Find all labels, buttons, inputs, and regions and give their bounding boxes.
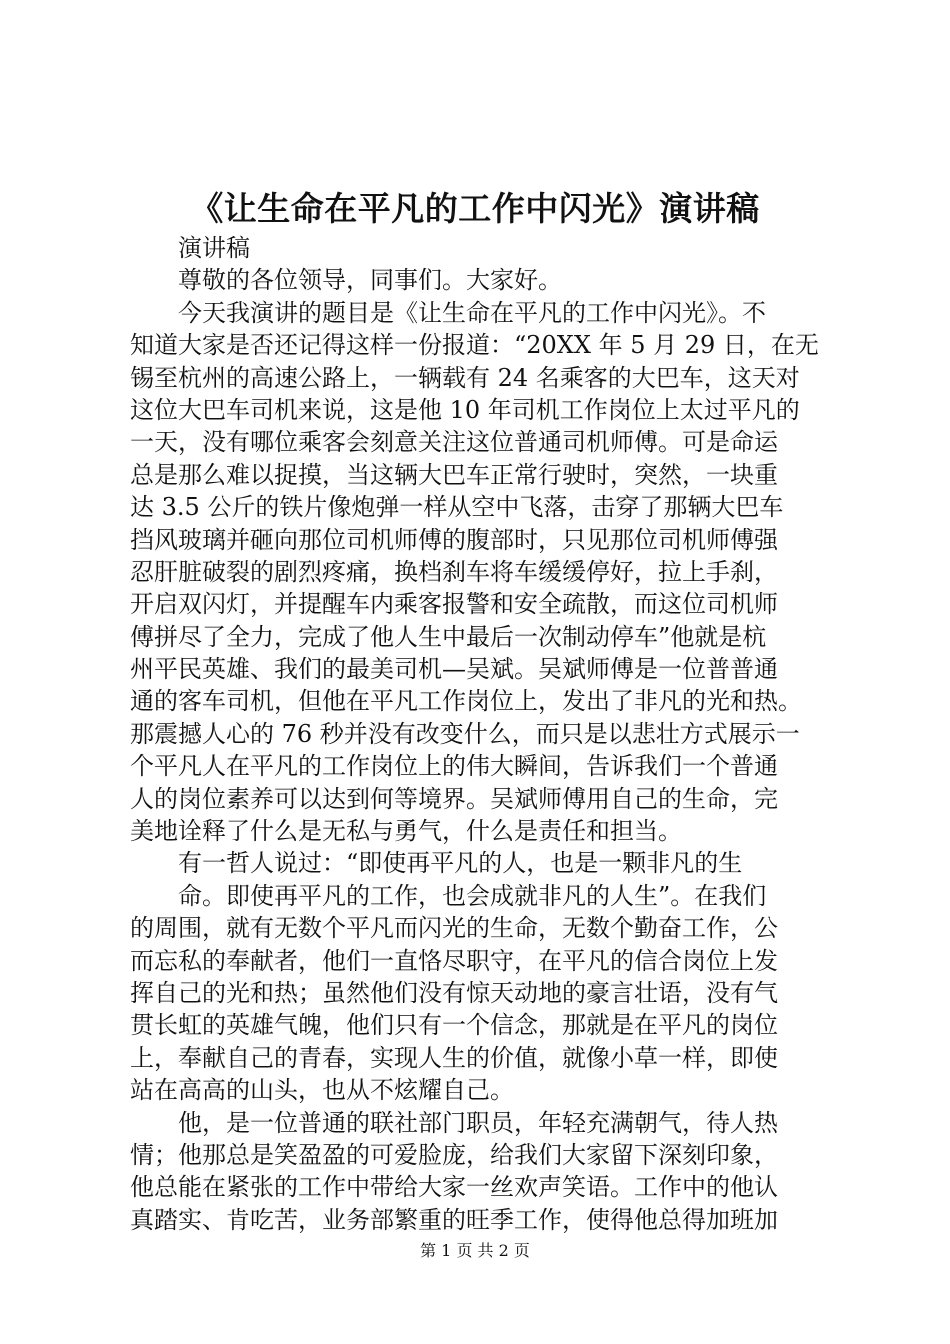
text-line: 上，奉献自己的青春，实现人生的价值，就像小草一样，即使 [130,1043,778,1072]
text-line: 达 3.5 公斤的铁片像炮弹一样从空中飞落，击穿了那辆大巴车 [130,493,784,522]
text-line: 而忘私的奉献者，他们一直恪尽职守，在平凡的信合岗位上发 [130,946,778,975]
text-line: 的周围，就有无数个平凡而闪光的生命，无数个勤奋工作，公 [130,914,778,943]
text-line: 通的客车司机，但他在平凡工作岗位上，发出了非凡的光和热。 [130,687,802,716]
document-body [130,232,830,1236]
text-line: 站在高高的山头，也从不炫耀自己。 [130,1076,514,1105]
text-line: 今天我演讲的题目是《让生命在平凡的工作中闪光》。不 [178,298,766,327]
text-line: 尊敬的各位领导，同事们。大家好。 [178,266,562,295]
text-line: 那震撼人心的 76 秒并没有改变什么，而只是以悲壮方式展示一 [130,719,800,748]
text-line: 总是那么难以捉摸，当这辆大巴车正常行驶时，突然，一块重 [130,460,778,489]
text-line: 这位大巴车司机来说，这是他 10 年司机工作岗位上太过平凡的 [130,395,800,424]
page-number-footer: 第 1 页 共 2 页 [420,1241,530,1260]
text-line: 他，是一位普通的联社部门职员，年轻充满朝气，待人热 [178,1108,778,1137]
text-line: 真踏实、肯吃苦，业务部繁重的旺季工作，使得他总得加班加 [130,1205,778,1234]
document-title: 《让生命在平凡的工作中闪光》演讲稿 [190,189,760,228]
text-line: 美地诠释了什么是无私与勇气，什么是责任和担当。 [130,817,682,846]
text-line: 演讲稿 [178,234,250,262]
text-line: 挡风玻璃并砸向那位司机师傅的腹部时，只见那位司机师傅强 [130,525,778,554]
text-line: 命。即使再平凡的工作，也会成就非凡的人生”。在我们 [178,881,767,910]
text-line: 个平凡人在平凡的工作岗位上的伟大瞬间，告诉我们一个普通 [130,752,778,781]
text-line: 州平民英雄、我们的最美司机—吴斌。吴斌师傅是一位普普通 [130,655,778,684]
text-line: 傅拼尽了全力，完成了他人生中最后一次制动停车”他就是杭 [130,622,767,651]
text-line: 有一哲人说过：“即使再平凡的人，也是一颗非凡的生 [178,849,743,878]
text-line: 锡至杭州的高速公路上，一辆载有 24 名乘客的大巴车，这天对 [130,363,800,392]
text-line: 知道大家是否还记得这样一份报道：“20XX 年 5 月 29 日，在无 [130,331,819,360]
text-line: 人的岗位素养可以达到何等境界。吴斌师傅用自己的生命，完 [130,784,778,813]
text-line: 开启双闪灯，并提醒车内乘客报警和安全疏散，而这位司机师 [130,590,778,619]
text-line: 贯长虹的英雄气魄，他们只有一个信念，那就是在平凡的岗位 [130,1011,778,1040]
text-line: 忍肝脏破裂的剧烈疼痛，换档刹车将车缓缓停好，拉上手刹， [130,557,778,586]
text-line: 他总能在紧张的工作中带给大家一丝欢声笑语。工作中的他认 [130,1173,778,1202]
text-line: 挥自己的光和热；虽然他们没有惊天动地的豪言壮语，没有气 [130,978,778,1007]
text-line: 一天，没有哪位乘客会刻意关注这位普通司机师傅。可是命运 [130,428,778,457]
text-line: 情；他那总是笑盈盈的可爱脸庞，给我们大家留下深刻印象， [130,1140,778,1169]
